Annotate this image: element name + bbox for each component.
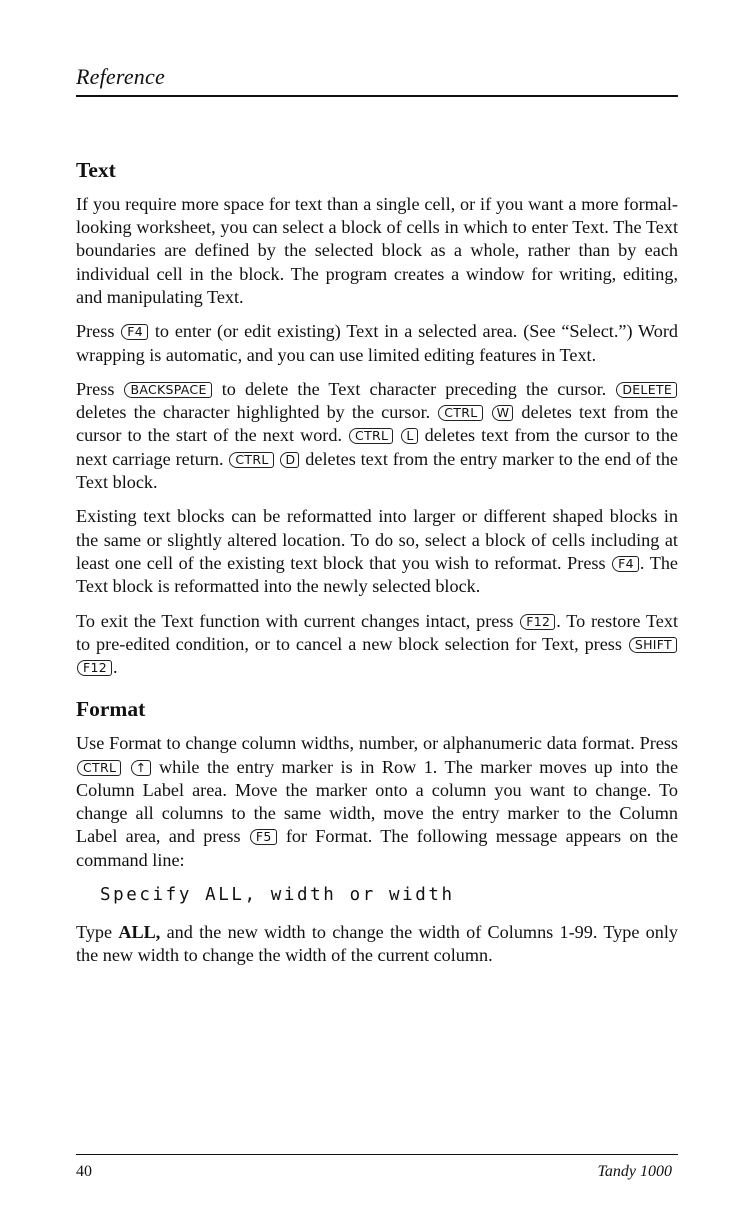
paragraph bbox=[76, 732, 678, 872]
header-rule bbox=[76, 95, 678, 97]
page-content bbox=[76, 158, 678, 979]
key-cap: F5 bbox=[250, 829, 277, 845]
text-run: . To restore Text to pre-edited condition, or to cancel a new block selection for Text, press bbox=[76, 610, 678, 654]
text-section bbox=[76, 158, 678, 679]
text-run: deletes text from the cursor to the next carriage return. bbox=[76, 425, 679, 469]
bold-term: ALL, bbox=[118, 922, 161, 943]
key-cap: CTRL bbox=[349, 428, 393, 444]
key-cap: F4 bbox=[121, 324, 148, 340]
key-cap: F4 bbox=[612, 556, 639, 572]
text-run: . bbox=[113, 657, 118, 678]
key-cap: W bbox=[492, 405, 514, 421]
text-run: deletes text from the cursor to the start of the next word. bbox=[76, 402, 679, 446]
key-cap: DELETE bbox=[616, 382, 677, 398]
command-line-message: Specify ALL, width or width bbox=[100, 885, 455, 906]
text-run: and the new width to change the width of Columns 1-99. Type only the new width to change the width of the current column. bbox=[76, 922, 679, 966]
paragraph bbox=[76, 921, 678, 968]
text-run: Press bbox=[76, 378, 115, 399]
key-cap: L bbox=[401, 428, 417, 444]
paragraph bbox=[76, 378, 678, 494]
text-run: Use Format to change column widths, number, or alphanumeric data format. Press bbox=[76, 733, 678, 754]
key-cap: D bbox=[280, 452, 299, 468]
key-cap: BACKSPACE bbox=[124, 382, 211, 398]
text-run: for Format. The following message appears on the command line: bbox=[76, 826, 679, 870]
key-cap: CTRL bbox=[77, 760, 121, 776]
key-cap: CTRL bbox=[438, 405, 482, 421]
text-run: Type bbox=[76, 922, 113, 943]
paragraph bbox=[76, 505, 678, 598]
text-run: To exit the Text function with current changes intact, press bbox=[76, 610, 514, 631]
section-heading-format: Format bbox=[76, 697, 146, 722]
footer-rule bbox=[76, 1154, 678, 1155]
format-section bbox=[76, 697, 678, 967]
key-cap: F12 bbox=[77, 660, 112, 676]
text-run: deletes the character highlighted by the cursor. bbox=[76, 402, 431, 423]
section-heading-text: Text bbox=[76, 158, 116, 182]
paragraph bbox=[76, 320, 678, 367]
text-run: . The Text block is reformatted into the newly selected block. bbox=[76, 552, 678, 597]
text-run: to enter (or edit existing) Text in a selected area. (See “Select.”) Word wrapping is automatic, and you can use limited editing features in Text. bbox=[76, 321, 679, 365]
text-run: deletes text from the entry marker to the end of the Text block. bbox=[76, 448, 679, 493]
key-cap: SHIFT bbox=[629, 637, 677, 653]
up-arrow-key-icon: ↑ bbox=[131, 760, 151, 776]
text-run: to delete the Text character preceding the cursor. bbox=[221, 378, 607, 399]
text-run: while the entry marker is in Row 1. The marker moves up into the Column Label area. Move the marker onto a column you want to change. To change all columns to the same width, move the entry marker to the Column Label area, and press bbox=[76, 756, 679, 847]
running-header: Reference bbox=[76, 64, 165, 89]
key-cap: CTRL bbox=[229, 452, 273, 468]
text-run: Existing text blocks can be reformatted into larger or different shaped blocks in the same or slightly altered location. To do so, select a block of cells including at least one cell of the existing text block that you wish to reformat. Press bbox=[76, 506, 678, 573]
footer-brand: Tandy 1000 bbox=[597, 1163, 672, 1180]
page-number: 40 bbox=[76, 1163, 92, 1180]
paragraph bbox=[76, 610, 678, 680]
text-run: Press bbox=[76, 321, 115, 342]
paragraph: If you require more space for text than a single cell, or if you want a more formal-looking worksheet, you can select a block of cells in which to enter Text. The Text boundaries are defined by the selected block as a whole, rather than by each individual cell in the block. The program creates a window for writing, editing, and manipulating Text. bbox=[76, 193, 678, 307]
key-cap: F12 bbox=[520, 614, 555, 630]
